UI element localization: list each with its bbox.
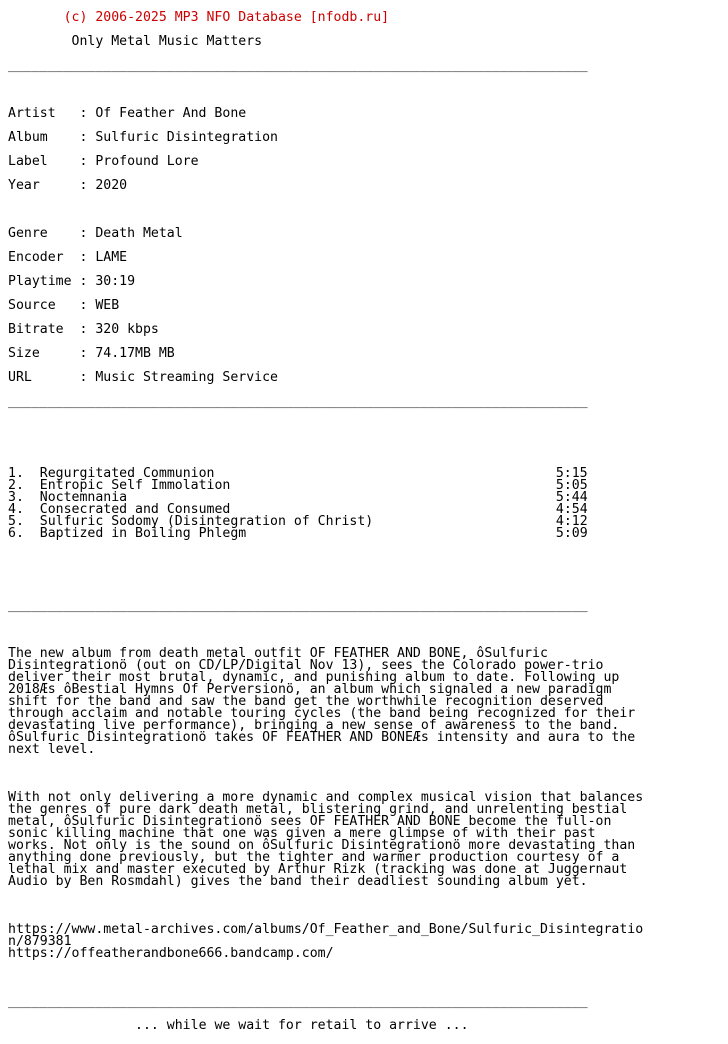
description-line: the genres of pure dark death metal, blistering grind, and unrelenting bestial bbox=[8, 802, 628, 817]
description-line: sonic killing machine that one was given a mere glimpse of with their past bbox=[8, 826, 596, 841]
track-title: Noctemnania bbox=[39, 490, 128, 505]
track-number: 4. bbox=[8, 502, 24, 517]
url-row: URL : Music Streaming Service bbox=[8, 370, 278, 385]
description-line: devastating live performance), bringing a new sense of awareness to the band. bbox=[8, 718, 620, 733]
track-number: 5. bbox=[8, 514, 24, 529]
description-line: through acclaim and notable touring cycles (the band being recognized for their bbox=[8, 706, 636, 721]
track-number: 6. bbox=[8, 526, 24, 541]
blank-line bbox=[8, 624, 708, 636]
description-line: ôSulfuric Disintegrationö takes OF FEATHER AND BONEÆs intensity and aura to the bbox=[8, 730, 636, 745]
size-row: Size : 74.17MB MB bbox=[8, 346, 175, 361]
blank-line bbox=[8, 768, 708, 780]
description-line: next level. bbox=[8, 742, 96, 757]
source-row: Source : WEB bbox=[8, 298, 120, 313]
track-number: 1. bbox=[8, 466, 24, 481]
track-title: Sulfuric Sodomy (Disintegration of Christ) bbox=[39, 514, 374, 529]
track-time: 4:12 bbox=[555, 514, 588, 529]
nfo-subtitle: Only Metal Music Matters bbox=[71, 34, 263, 49]
genre-row: Genre : Death Metal bbox=[8, 226, 183, 241]
url-value: Music Streaming Service bbox=[95, 370, 278, 385]
playtime-value: 30:19 bbox=[95, 274, 136, 289]
description-line: The new album from death metal outfit OF FEATHER AND BONE, ôSulfuric bbox=[8, 646, 548, 661]
track-title: Regurgitated Communion bbox=[39, 466, 215, 481]
playtime-row: Playtime : 30:19 bbox=[8, 274, 136, 289]
link-list bbox=[8, 924, 708, 960]
description-line: metal, ôSulfuric Disintegrationö sees OF FEATHER AND BONE become the full-on bbox=[8, 814, 612, 829]
track-number: 3. bbox=[8, 490, 24, 505]
divider-desc: _________________________________________________________________________ bbox=[8, 598, 588, 613]
blank-line bbox=[8, 972, 708, 984]
footer-note: ... while we wait for retail to arrive ... bbox=[135, 1018, 469, 1033]
description-line: With not only delivering a more dynamic and complex musical vision that balances bbox=[8, 790, 644, 805]
description-line: lethal mix and master executed by Arthur Rizk (tracking was done at Juggernaut bbox=[8, 862, 628, 877]
nfo-document bbox=[8, 0, 708, 1044]
blank-line bbox=[8, 84, 708, 96]
blank-line bbox=[8, 420, 708, 432]
description-line: anything done previously, but the tighter and warmer production courtesy of a bbox=[8, 850, 620, 865]
tracklist bbox=[8, 468, 708, 540]
description-line: deliver their most brutal, dynamic, and punishing album to date. Following up bbox=[8, 670, 620, 685]
description-line: Disintegrationö (out on CD/LP/Digital Nov 13), sees the Colorado power-trio bbox=[8, 658, 604, 673]
blank-line bbox=[8, 552, 708, 564]
track-row bbox=[8, 528, 708, 540]
encoder-row: Encoder : LAME bbox=[8, 250, 128, 265]
track-time: 5:44 bbox=[555, 490, 588, 505]
description-line: Audio by Ben Rosmdahl) gives the band their deadliest sounding album yet. bbox=[8, 874, 588, 889]
description-line: works. Not only is the sound on ôSulfuric Disintegrationö more devastating than bbox=[8, 838, 636, 853]
blank-line bbox=[8, 576, 708, 588]
description-paragraph-2 bbox=[8, 792, 708, 888]
bitrate-value: 320 kbps bbox=[95, 322, 159, 337]
genre-value: Death Metal bbox=[95, 226, 183, 241]
link-line[interactable]: https://www.metal-archives.com/albums/Of_Feather_and_Bone/Sulfuric_Disintegratio bbox=[8, 922, 644, 937]
track-title: Baptized in Boiling Phlegm bbox=[39, 526, 247, 541]
link-line[interactable]: n/879381 bbox=[8, 934, 72, 949]
blank-line bbox=[8, 900, 708, 912]
track-time: 4:54 bbox=[555, 502, 588, 517]
description-paragraph-1 bbox=[8, 648, 708, 756]
artist-value: Of Feather And Bone bbox=[95, 106, 247, 121]
divider-bottom: _________________________________________________________________________ bbox=[8, 994, 588, 1009]
album-value: Sulfuric Disintegration bbox=[95, 130, 278, 145]
year-row: Year : 2020 bbox=[8, 178, 128, 193]
track-title: Consecrated and Consumed bbox=[39, 502, 231, 517]
source-value: WEB bbox=[95, 298, 120, 313]
label-row: Label : Profound Lore bbox=[8, 154, 199, 169]
bitrate-row: Bitrate : 320 kbps bbox=[8, 322, 159, 337]
track-time: 5:05 bbox=[555, 478, 588, 493]
nfo-site-title: (c) 2006-2025 MP3 NFO Database [nfodb.ru] bbox=[63, 10, 390, 25]
blank-line bbox=[8, 444, 708, 456]
encoder-value: LAME bbox=[95, 250, 128, 265]
description-line: shift for the band and saw the band get the worthwhile recognition deserved bbox=[8, 694, 604, 709]
blank-line bbox=[8, 204, 708, 216]
track-time: 5:15 bbox=[555, 466, 588, 481]
artist-row: Artist : Of Feather And Bone bbox=[8, 106, 247, 121]
label-value: Profound Lore bbox=[95, 154, 199, 169]
divider-mid: _________________________________________________________________________ bbox=[8, 394, 588, 409]
year-value: 2020 bbox=[95, 178, 128, 193]
divider-top: _________________________________________________________________________ bbox=[8, 58, 588, 73]
album-row: Album : Sulfuric Disintegration bbox=[8, 130, 278, 145]
track-number: 2. bbox=[8, 478, 24, 493]
size-value: 74.17MB MB bbox=[95, 346, 175, 361]
description-line: 2018Æs ôBestial Hymns Of Perversionö, an album which signaled a new paradigm bbox=[8, 682, 612, 697]
link-line[interactable]: https://offeatherandbone666.bandcamp.com/ bbox=[8, 946, 334, 961]
track-title: Entropic Self Immolation bbox=[39, 478, 231, 493]
track-time: 5:09 bbox=[555, 526, 588, 541]
